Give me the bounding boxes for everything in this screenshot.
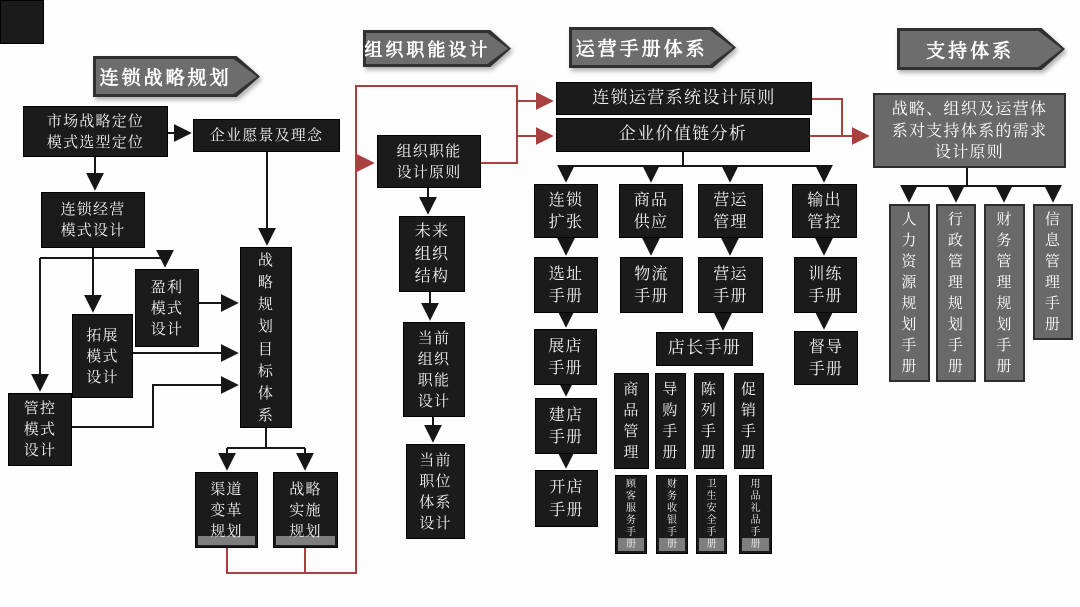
node-info-mgmt-manual: 信息管理手册 xyxy=(1033,204,1073,340)
node-strategy-implementation: 战略实施规划 xyxy=(273,472,338,548)
header-support xyxy=(897,28,1065,70)
node-promotion-manual: 促销手册 xyxy=(734,373,764,469)
node-logistics-manual: 物流手册 xyxy=(620,257,683,313)
node-control-model: 管控模式设计 xyxy=(8,393,72,466)
node-vision: 企业愿景及理念 xyxy=(193,119,340,152)
node-future-structure: 未来组织结构 xyxy=(399,216,465,292)
header-label: 运营手册体系 xyxy=(575,38,708,60)
node-org-design-principle: 组织职能设计原则 xyxy=(377,135,481,188)
node-site-selection-manual: 选址手册 xyxy=(534,257,598,313)
node-expansion-model: 拓展模式设计 xyxy=(72,314,133,398)
node-current-function-design: 当前组织职能设计 xyxy=(403,322,465,417)
node-value-chain-analysis: 企业价值链分析 xyxy=(556,118,810,152)
node-display-manual: 陈列手册 xyxy=(694,373,724,469)
node-finance-mgmt-planning-manual: 财务管理规划手册 xyxy=(984,204,1025,382)
header-ops-manual xyxy=(569,27,736,68)
header-label: 支持体系 xyxy=(926,39,1015,62)
node-current-position-system: 当前职位体系设计 xyxy=(406,444,465,539)
corner-fragment-box xyxy=(0,0,44,44)
node-training-manual: 训练手册 xyxy=(794,257,857,313)
header-label: 组织职能设计 xyxy=(364,39,491,61)
node-hygiene-safety-manual: 卫生安全手册 xyxy=(696,475,727,554)
node-channel-reform: 渠道变革规划 xyxy=(195,472,258,548)
node-goods-mgmt-manual: 商品管理 xyxy=(614,373,649,469)
node-supervision-manual: 督导手册 xyxy=(794,331,858,385)
node-system-design-principle: 连锁运营系统设计原则 xyxy=(556,82,812,115)
node-chain-expansion: 连锁扩张 xyxy=(534,184,598,238)
node-support-demand-principle: 战略、组织及运营体系对支持体系的需求设计原则 xyxy=(873,93,1066,168)
node-customer-service-manual: 顾客服务手册 xyxy=(615,475,647,554)
header-label: 连锁战略规划 xyxy=(99,67,232,89)
node-operation-mgmt: 营运管理 xyxy=(698,184,763,238)
node-output-control: 输出管控 xyxy=(792,184,857,238)
node-supplies-gifts-manual: 用品礼品手册 xyxy=(739,475,772,554)
node-shopping-guide-manual: 导购手册 xyxy=(655,373,686,469)
node-operation-manual: 营运手册 xyxy=(698,257,763,313)
node-store-expand-manual: 展店手册 xyxy=(534,329,597,385)
node-finance-cashier-manual: 财务收银手册 xyxy=(656,475,688,554)
node-profit-model: 盈利模式设计 xyxy=(135,269,199,347)
node-store-build-manual: 建店手册 xyxy=(535,398,597,454)
node-store-open-manual: 开店手册 xyxy=(535,470,598,527)
header-org-design xyxy=(363,30,511,67)
header-chain-strategy xyxy=(93,56,260,97)
node-market-positioning: 市场战略定位模式选型定位 xyxy=(23,106,168,157)
node-hr-planning-manual: 人力资源规划手册 xyxy=(889,204,930,382)
node-chain-business-model: 连锁经营模式设计 xyxy=(41,192,145,248)
node-goods-supply: 商品供应 xyxy=(619,184,683,238)
node-store-manager-manual: 店长手册 xyxy=(656,332,753,366)
node-admin-mgmt-planning-manual: 行政管理规划手册 xyxy=(936,204,976,382)
node-goal-system: 战略规划目标体系 xyxy=(240,247,292,428)
